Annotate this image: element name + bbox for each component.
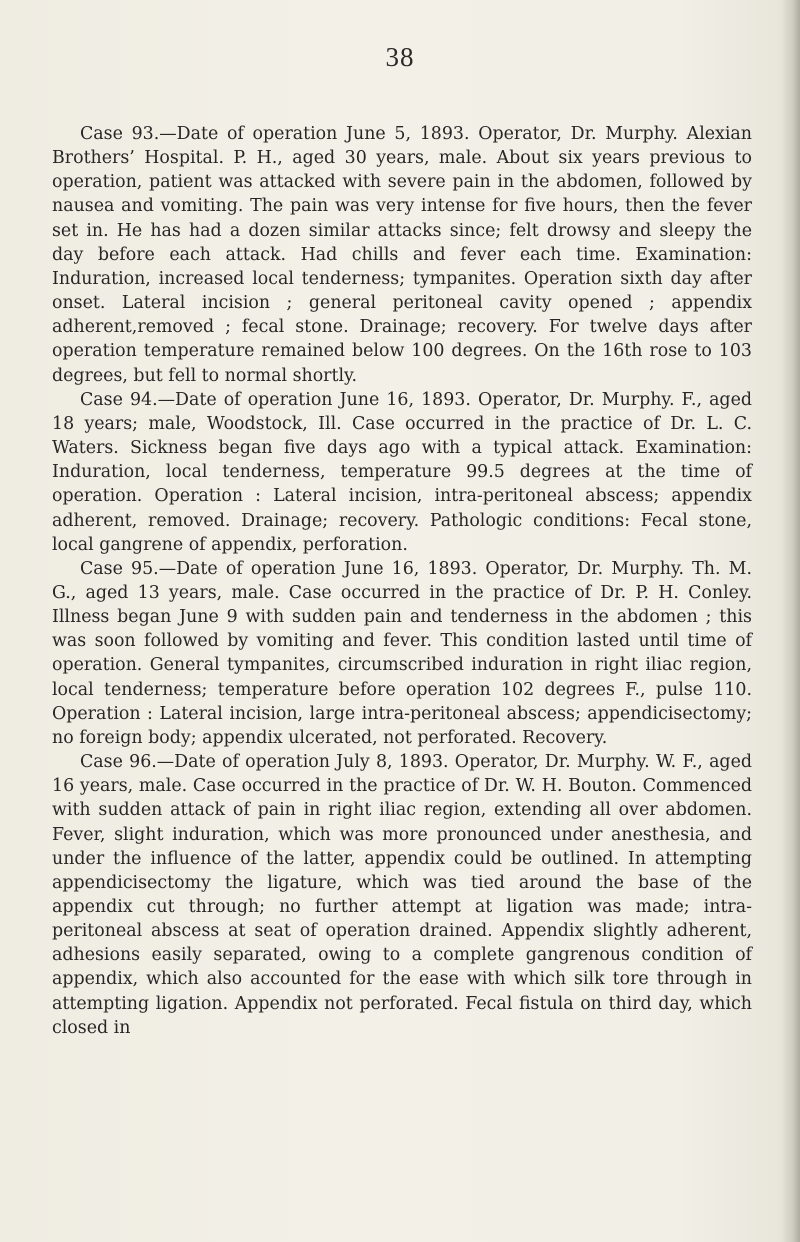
page-number: 38 xyxy=(385,42,415,72)
case-93-paragraph: Case 93.—Date of operation June 5, 1893. Operator, Dr. Murphy. Alexian Brothers’ Hospital. P. H., aged 30 years, male. About six years previous to operation, patient was attacked with severe pain in the abdomen, followed by nausea and vomiting. The pain was very intense for five hours, then the fever set in. He has had a dozen similar attacks since; felt drowsy and sleepy the day before each attack. Had chills and fever each time. Examination: Induration, increased local tenderness; tympanites. Operation sixth day after onset. Lateral incision ; general peritoneal cavity opened ; appendix adherent,removed ; fecal stone. Drainage; recovery. For twelve days after operation temperature remained below 100 degrees. On the 16th rose to 103 degrees, but fell to normal shortly. xyxy=(52,124,752,386)
page-edge-shadow xyxy=(782,0,800,1242)
case-94-paragraph: Case 94.—Date of operation June 16, 1893. Operator, Dr. Murphy. F., aged 18 years; male, Woodstock, Ill. Case occurred in the practice of Dr. L. C. Waters. Sickness began five days ago with a typical attack. Examination: Induration, local tenderness, temperature 99.5 degrees at the time of operation. Operation : Lateral incision, intra-peritoneal abscess; appendix adherent, removed. Drainage; recovery. Pathologic conditions: Fecal stone, local gangrene of appendix, perforation. xyxy=(52,389,752,555)
case-96-paragraph: Case 96.—Date of operation July 8, 1893. Operator, Dr. Murphy. W. F., aged 16 years, male. Case occurred in the practice of Dr. W. H. Bouton. Commenced with sudden attack of pain in right iliac region, extending all over abdomen. Fever, slight induration, which was more pronounced under anesthesia, and under the influence of the latter, appendix could be outlined. In attempting appendicisectomy the ligature, which was tied around the base of the appendix cut through; no further attempt at ligation was made; intra-peritoneal abscess at seat of operation drained. Appendix slightly adherent, adhesions easily separated, owing to a complete gangrenous condition of appendix, which also accounted for the ease with which silk tore through in attempting ligation. Appendix not perforated. Fecal fistula on third day, which closed in xyxy=(52,752,752,1038)
case-95-paragraph: Case 95.—Date of operation June 16, 1893. Operator, Dr. Murphy. Th. M. G., aged 13 years, male. Case occurred in the practice of Dr. P. H. Conley. Illness began June 9 with sudden pain and tenderness in the abdomen ; this was soon followed by vomiting and fever. This condition lasted until time of operation. General tympanites, circumscribed induration in right iliac region, local tenderness; temperature before operation 102 degrees F., pulse 110. Operation : Lateral incision, large intra-peritoneal abscess; appendicisectomy; no foreign body; appendix ulcerated, not perforated. Recovery. xyxy=(52,558,752,748)
case-reports-body xyxy=(52,122,752,1040)
